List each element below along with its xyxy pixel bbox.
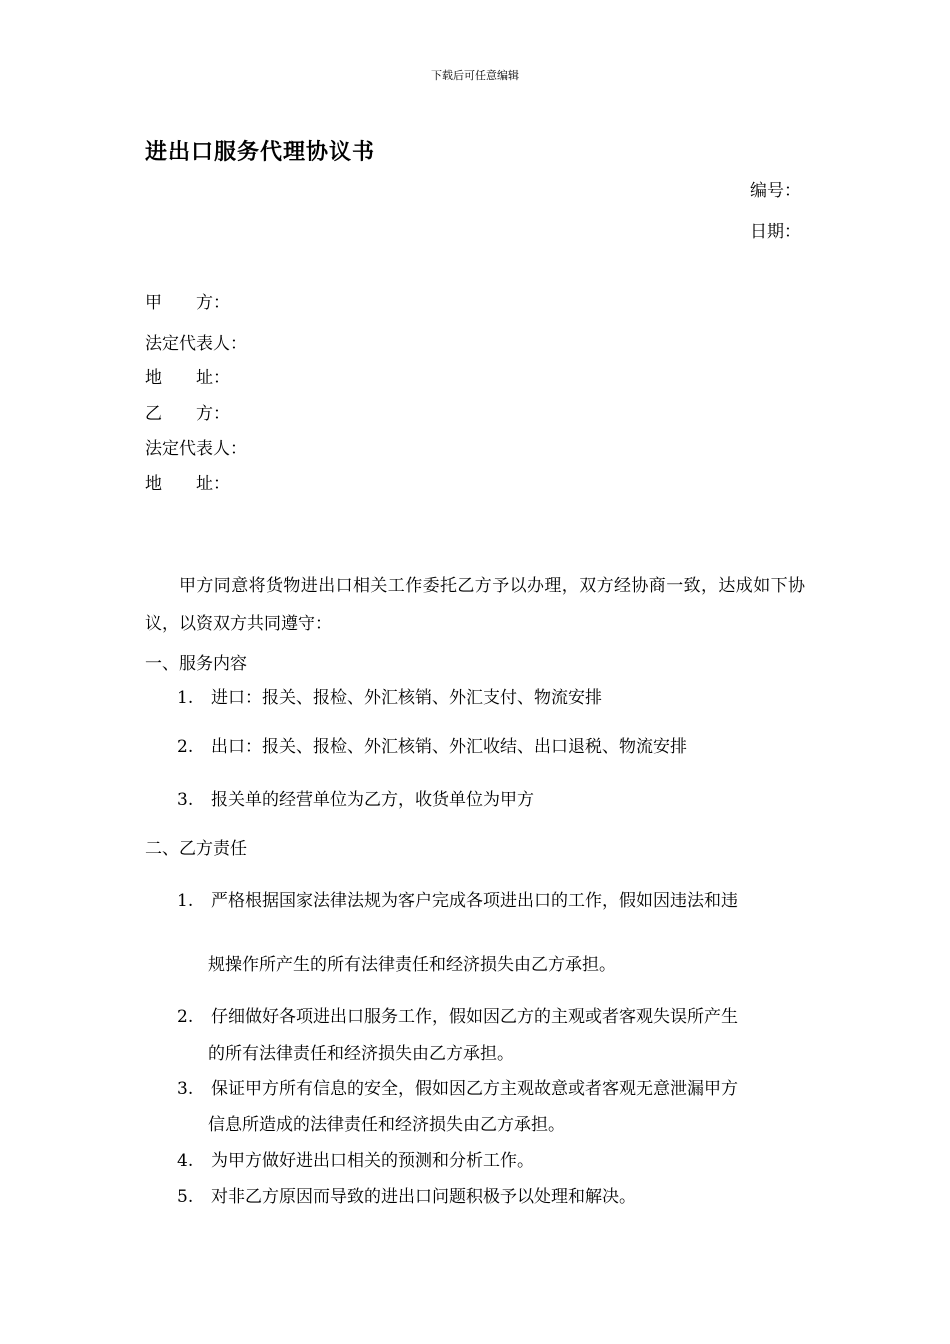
item-number: 2. (177, 1007, 194, 1027)
item-number: 5. (177, 1187, 194, 1207)
intro-paragraph: 甲方同意将货物进出口相关工作委托乙方予以办理，双方经协商一致，达成如下协议，以资双方共同遵守： (145, 576, 805, 634)
item-text: 出口：报关、报检、外汇核销、外汇收结、出口退税、物流安排 (211, 737, 687, 757)
section2-heading: 二、乙方责任 (145, 839, 247, 859)
item-number: 2. (177, 737, 194, 757)
section1-heading: 一、服务内容 (145, 654, 247, 674)
item-text: 进口：报关、报检、外汇核销、外汇支付、物流安排 (211, 688, 602, 708)
list-item (177, 732, 687, 757)
party-b-address-label: 地 址： (145, 474, 230, 494)
list-item (177, 886, 738, 911)
number-label: 编号： (750, 181, 801, 201)
item-text: 保证甲方所有信息的安全，假如因乙方主观故意或者客观无意泄漏甲方 (211, 1079, 738, 1099)
list-item (177, 683, 602, 708)
party-a-representative-label: 法定代表人： (145, 334, 247, 354)
party-a-label: 甲 方： (145, 293, 230, 313)
list-item (177, 785, 534, 810)
item-text: 报关单的经营单位为乙方，收货单位为甲方 (211, 790, 534, 810)
item-text: 严格根据国家法律法规为客户完成各项进出口的工作，假如因违法和违 (211, 891, 738, 911)
date-label: 日期： (750, 222, 801, 242)
party-b-representative-label: 法定代表人： (145, 439, 247, 459)
party-b-label: 乙 方： (145, 404, 230, 424)
item-continuation: 规操作所产生的所有法律责任和经济损失由乙方承担。 (208, 955, 616, 975)
list-item (177, 1074, 738, 1099)
item-continuation: 信息所造成的法律责任和经济损失由乙方承担。 (208, 1115, 565, 1135)
item-number: 4. (177, 1151, 194, 1171)
list-item (177, 1146, 534, 1171)
list-item (177, 1182, 636, 1207)
item-text: 对非乙方原因而导致的进出口问题积极予以处理和解决。 (211, 1187, 636, 1207)
item-number: 1. (177, 891, 194, 911)
document-title: 进出口服务代理协议书 (145, 139, 376, 165)
item-number: 3. (177, 1079, 194, 1099)
header-note: 下载后可任意编辑 (431, 69, 519, 82)
item-continuation: 的所有法律责任和经济损失由乙方承担。 (208, 1044, 514, 1064)
list-item (177, 1002, 738, 1027)
item-text: 为甲方做好进出口相关的预测和分析工作。 (211, 1151, 534, 1171)
item-number: 1. (177, 688, 194, 708)
item-number: 3. (177, 790, 194, 810)
party-a-address-label: 地 址： (145, 368, 230, 388)
item-text: 仔细做好各项进出口服务工作，假如因乙方的主观或者客观失误所产生 (211, 1007, 738, 1027)
